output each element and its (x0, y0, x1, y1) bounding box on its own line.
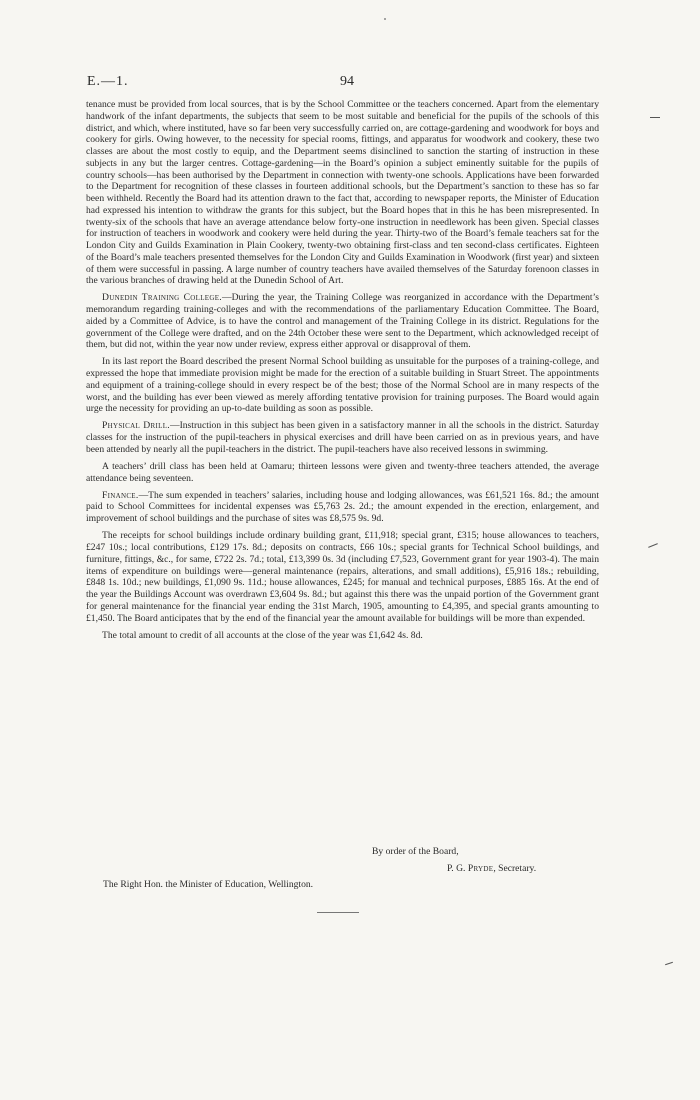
report-body (86, 99, 599, 647)
signatory-title: , Secretary. (493, 863, 537, 874)
finance-heading: Finance. (102, 489, 139, 501)
training-college-text: —During the year, the Training College was reorganized in accordance with the Department’s memorandum regarding training-colleges and with the recommendations of the parliamentary Education Committee. The Board, aided by a Committee of Advice, is to have the control and management of the Training College in its district. Regulations for the government of the College were drafted, and on the 24th October these were sent to the Department, which acknowledged receipt of them, but did not, within the year now under review, express either approval or disapproval of them. (86, 292, 599, 351)
signatory-initials: P. G. (447, 863, 466, 874)
paragraph-physical-drill (86, 420, 599, 455)
margin-mark (650, 117, 660, 118)
paragraph-total-credit: The total amount to credit of all accounts at the close of the year was £1,642 4s. 8d. (102, 629, 423, 641)
signatory-surname: Pryde (467, 863, 494, 874)
paragraph-training-college (86, 292, 599, 351)
finance-text: —The sum expended in teachers’ salaries, including house and lodging allowances, was £61,521 16s. 8d.; the amount paid to School Committees for incidental expenses was £5,763 2s. 2d.; the amount expended in the erection, enlargement, and improvement of school buildings and the purchase of sites was £8,575 9s. 9d. (86, 489, 599, 525)
paragraph-normal-school: In its last report the Board described the present Normal School building as unsuitable for the purposes of a training-college, and expressed the hope that immediate provision might be made for the erection of a suitable building in Stuart Street. The appointments and equipment of a training-college should in every respect be of the best; those of the Normal School are in many respects of the worst, and the building has ever been viewed as merely affording tentative provision for training purposes. The Board would again urge the necessity for providing an up-to-date building as soon as possible. (86, 356, 599, 415)
page-number: 94 (340, 74, 354, 89)
closing-rule (317, 912, 359, 913)
physical-drill-text: —Instruction in this subject has been given in a satisfactory manner in all the schools in the district. Saturday classes for the instruction of the pupil-teachers in physical exercises and drill have been carried on as in previous years, and have been attended by nearly all the pupil-teachers in the district. The pupil-teachers have also received lessons in swimming. (86, 420, 599, 455)
addressee: The Right Hon. the Minister of Education, Wellington. (103, 879, 314, 890)
paragraph-drill-class: A teachers’ drill class has been held at Oamaru; thirteen lessons were given and twenty-three teachers attended, the average attendance being seventeen. (86, 460, 599, 484)
document-reference: E.—1. (87, 74, 129, 89)
training-college-heading: Dunedin Training College. (102, 292, 222, 304)
scan-speck (384, 18, 386, 20)
closing-order: By order of the Board, (372, 846, 459, 857)
paragraph-finance (86, 490, 599, 525)
margin-mark (665, 962, 673, 965)
signature-line (447, 863, 536, 875)
paragraph-manual-instruction: tenance must be provided from local sources, that is by the School Committee or the teachers concerned. Apart from the elementary handwork of the infant departments, the subjects that seem to be most suitable and beneficial for the pupils of the schools of this district, and which, where instituted, have so far been very successfully carried on, are cottage-gardening and woodwork for boys and cookery for girls. Owing however, to the necessity for special rooms, fittings, and apparatus for woodwork and cookery, these two classes are about the most costly to equip, and the Department seems disinclined to sanction the starting of instruction in these subjects in any but the larger centres. Cottage-gardening—in the Board’s opinion a subject eminently suitable for the pupils of country schools—has been authorised by the Department in connection with twenty-one schools. Applications have been forwarded to the Department for recognition of these classes in fourteen additional schools, but the Department’s sanction to these has so far been withheld. Recently the Board had its attention drawn to the fact that, according to newspaper reports, the Minister of Education had expressed his intention to withdraw the grants for this subject, but the Board hopes that in this he has been misrepresented. In twenty-six of the schools that have an average attendance below forty-one instruction in needlework has been given. Special classes for instruction of teachers in woodwork and cookery were held during the year. Thirty-two of the Board’s female teachers sat for the London City and Guilds Examination in Plain Cookery, twenty-two obtaining first-class and ten second-class certificates. Eighteen of the Board’s male teachers presented themselves for the London City and Guilds Examination in Woodwork (first year) and sixteen of them were successful in passing. A large number of country teachers have availed themselves of the Saturday forenoon classes in the various branches of drawing held at the Dunedin School of Art. (86, 99, 599, 287)
physical-drill-heading: Physical Drill. (102, 420, 170, 432)
margin-mark (648, 543, 658, 548)
paragraph-building-receipts: The receipts for school buildings include ordinary building grant, £11,918; special grant, £315; house allowances to teachers, £247 10s.; local contributions, £129 17s. 8d.; deposits on contracts, £66 10s.; special grants for Technical School buildings, and furniture, fittings, &c., for same, £722 2s. 7d.; total, £13,399 0s. 3d (including £7,523, Government grant for year 1903-4). The main items of expenditure on buildings were—general maintenance (repairs, alterations, and small additions), £5,916 18s.; rebuilding, £848 1s. 10d.; new buildings, £1,090 9s. 11d.; house allowances, £245; for manual and technical purposes, £885 16s. At the end of the year the Buildings Account was overdrawn £3,604 9s. 8d.; but against this there was the unpaid portion of the Government grant for general maintenance for the financial year ending the 31st March, 1905, amounting to £4,395, and special grants amounting to £1,450. The Board anticipates that by the end of the financial year the amount available for buildings will be more than expended. (86, 530, 599, 624)
